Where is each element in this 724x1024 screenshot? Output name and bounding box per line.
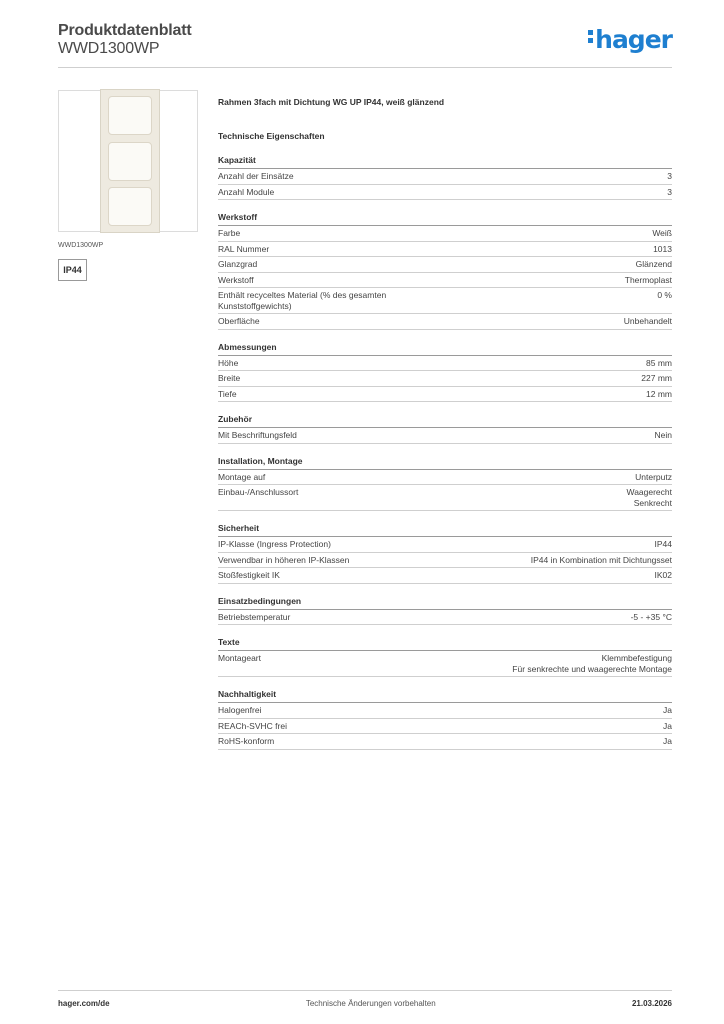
spec-value-line: 12 mm bbox=[646, 388, 672, 399]
spec-value-line: Waagerecht bbox=[626, 487, 672, 497]
section-title: Abmessungen bbox=[218, 342, 672, 356]
spec-label: RAL Nummer bbox=[218, 243, 270, 254]
spec-row bbox=[218, 257, 672, 273]
spec-row bbox=[218, 169, 672, 185]
spec-row bbox=[218, 485, 672, 511]
spec-value-line: 3 bbox=[667, 171, 672, 181]
spec-row bbox=[218, 288, 672, 314]
logo-text: hager bbox=[595, 25, 672, 54]
spec-value-line: IP44 in Kombination mit Dichtungsset bbox=[530, 554, 672, 565]
product-sidebar bbox=[58, 90, 198, 281]
spec-row bbox=[218, 568, 672, 584]
spec-label: Glanzgrad bbox=[218, 259, 258, 269]
spec-value-line: Ja bbox=[663, 736, 672, 746]
spec-value bbox=[663, 705, 672, 716]
spec-value bbox=[655, 430, 672, 441]
spec-row bbox=[218, 719, 672, 735]
article-number: WWD1300WP bbox=[58, 242, 104, 249]
spec-row bbox=[218, 553, 672, 569]
spec-label: REACh-SVHC frei bbox=[218, 720, 287, 731]
spec-value bbox=[667, 171, 672, 182]
section-title: Einsatzbedingungen bbox=[218, 596, 672, 610]
spec-row bbox=[218, 734, 672, 750]
frame-cutout bbox=[108, 142, 152, 181]
spec-row bbox=[218, 387, 672, 403]
spec-row bbox=[218, 242, 672, 258]
spec-row bbox=[218, 314, 672, 330]
spec-section bbox=[218, 637, 672, 677]
page-header bbox=[58, 22, 672, 68]
footer-notice: Technische Änderungen vorbehalten bbox=[305, 999, 436, 1008]
product-image bbox=[100, 89, 160, 233]
spec-row bbox=[218, 703, 672, 719]
spec-row bbox=[218, 651, 672, 677]
spec-row bbox=[218, 537, 672, 553]
spec-label: Tiefe bbox=[218, 388, 237, 399]
spec-value-line: 1013 bbox=[653, 243, 672, 254]
spec-value-line: Senkrecht bbox=[633, 497, 672, 508]
spec-section bbox=[218, 523, 672, 584]
spec-value bbox=[652, 228, 672, 239]
spec-section bbox=[218, 212, 672, 330]
section-title: Installation, Montage bbox=[218, 456, 672, 470]
spec-label: Enthält recyceltes Material (% des gesamten Kunststoffgewichts) bbox=[218, 290, 387, 311]
spec-section bbox=[218, 456, 672, 512]
spec-label: Montageart bbox=[218, 653, 261, 663]
spec-value bbox=[626, 487, 672, 508]
spec-value-line: 227 mm bbox=[641, 373, 672, 383]
spec-value bbox=[655, 570, 673, 581]
spec-label: Mit Beschriftungsfeld bbox=[218, 430, 297, 440]
footer-website: hager.com/de bbox=[58, 999, 110, 1008]
frame-cutout bbox=[108, 187, 152, 226]
spec-value bbox=[531, 555, 672, 566]
frame-cutout bbox=[108, 96, 152, 135]
spec-value-line: Für senkrechte und waagerechte Montage bbox=[512, 663, 672, 674]
page-footer bbox=[58, 990, 672, 1008]
spec-row bbox=[218, 185, 672, 201]
spec-value bbox=[646, 358, 672, 369]
main-content bbox=[218, 97, 672, 762]
spec-value-line: Unbehandelt bbox=[623, 316, 672, 326]
section-title: Kapazität bbox=[218, 155, 672, 169]
spec-value bbox=[624, 316, 672, 327]
spec-value-line: 3 bbox=[667, 186, 672, 197]
spec-value bbox=[667, 187, 672, 198]
spec-section bbox=[218, 689, 672, 750]
spec-label: Betriebstemperatur bbox=[218, 611, 291, 622]
section-title: Texte bbox=[218, 637, 672, 651]
logo-dots-icon bbox=[588, 30, 594, 46]
spec-label: Anzahl der Einsätze bbox=[218, 171, 294, 181]
section-title: Nachhaltigkeit bbox=[218, 689, 672, 703]
spec-value bbox=[625, 275, 672, 286]
spec-label: Stoßfestigkeit IK bbox=[218, 570, 280, 580]
spec-row bbox=[218, 226, 672, 242]
spec-section bbox=[218, 342, 672, 403]
document-title: Produktdatenblatt bbox=[58, 22, 192, 39]
spec-value-line: IK02 bbox=[654, 570, 672, 580]
spec-section bbox=[218, 596, 672, 626]
spec-sections bbox=[218, 155, 672, 750]
spec-section bbox=[218, 155, 672, 200]
spec-label: Werkstoff bbox=[218, 274, 254, 285]
spec-value-line: Ja bbox=[663, 705, 672, 715]
spec-value-line: Glänzend bbox=[635, 259, 672, 269]
hager-logo bbox=[588, 26, 672, 54]
spec-label: Anzahl Module bbox=[218, 186, 275, 197]
spec-label: Montage auf bbox=[218, 471, 266, 482]
spec-value bbox=[635, 472, 672, 483]
spec-value-line: Unterputz bbox=[635, 471, 672, 482]
spec-value bbox=[663, 736, 672, 747]
spec-row bbox=[218, 371, 672, 387]
spec-value-line: Nein bbox=[654, 430, 672, 440]
spec-label: Breite bbox=[218, 373, 241, 383]
spec-label: RoHS-konform bbox=[218, 736, 275, 746]
spec-value-line: 85 mm bbox=[646, 357, 672, 368]
spec-row bbox=[218, 273, 672, 289]
spec-value bbox=[663, 721, 672, 732]
spec-value-line: IP44 bbox=[654, 539, 672, 549]
spec-value bbox=[657, 290, 672, 311]
spec-value bbox=[646, 389, 672, 400]
section-title: Zubehör bbox=[218, 414, 672, 428]
product-image-frame bbox=[58, 90, 198, 232]
spec-label: Halogenfrei bbox=[218, 705, 262, 715]
spec-label: Höhe bbox=[218, 357, 239, 368]
spec-value-line: Klemmbefestigung bbox=[601, 653, 672, 663]
spec-value bbox=[653, 244, 672, 255]
product-description: Rahmen 3fach mit Dichtung WG UP IP44, weiß glänzend bbox=[218, 97, 445, 107]
spec-section bbox=[218, 414, 672, 444]
section-title: Sicherheit bbox=[218, 523, 672, 537]
spec-label: IP-Klasse (Ingress Protection) bbox=[218, 539, 331, 549]
ip44-badge: IP44 bbox=[58, 259, 87, 281]
spec-value bbox=[631, 612, 672, 623]
document-subtitle: WWD1300WP bbox=[58, 40, 160, 57]
spec-value bbox=[636, 259, 672, 270]
spec-label: Verwendbar in höheren IP-Klassen bbox=[218, 554, 350, 565]
spec-value-line: 0 % bbox=[657, 290, 672, 300]
spec-value-line: Weiß bbox=[652, 228, 672, 238]
footer-date: 21.03.2026 bbox=[631, 999, 672, 1008]
spec-value-line: -5 - +35 °C bbox=[630, 611, 672, 622]
spec-value-line: Thermoplast bbox=[624, 274, 672, 285]
spec-row bbox=[218, 356, 672, 372]
spec-label: Einbau-/Anschlussort bbox=[218, 487, 299, 497]
spec-label: Oberfläche bbox=[218, 316, 260, 326]
spec-row bbox=[218, 428, 672, 444]
spec-value bbox=[641, 373, 672, 384]
spec-value-line: Ja bbox=[663, 720, 672, 731]
spec-value bbox=[512, 653, 672, 674]
tech-properties-heading: Technische Eigenschaften bbox=[218, 131, 325, 141]
spec-value bbox=[655, 539, 673, 550]
spec-row bbox=[218, 470, 672, 486]
spec-row bbox=[218, 610, 672, 626]
section-title: Werkstoff bbox=[218, 212, 672, 226]
spec-label: Farbe bbox=[218, 228, 241, 238]
